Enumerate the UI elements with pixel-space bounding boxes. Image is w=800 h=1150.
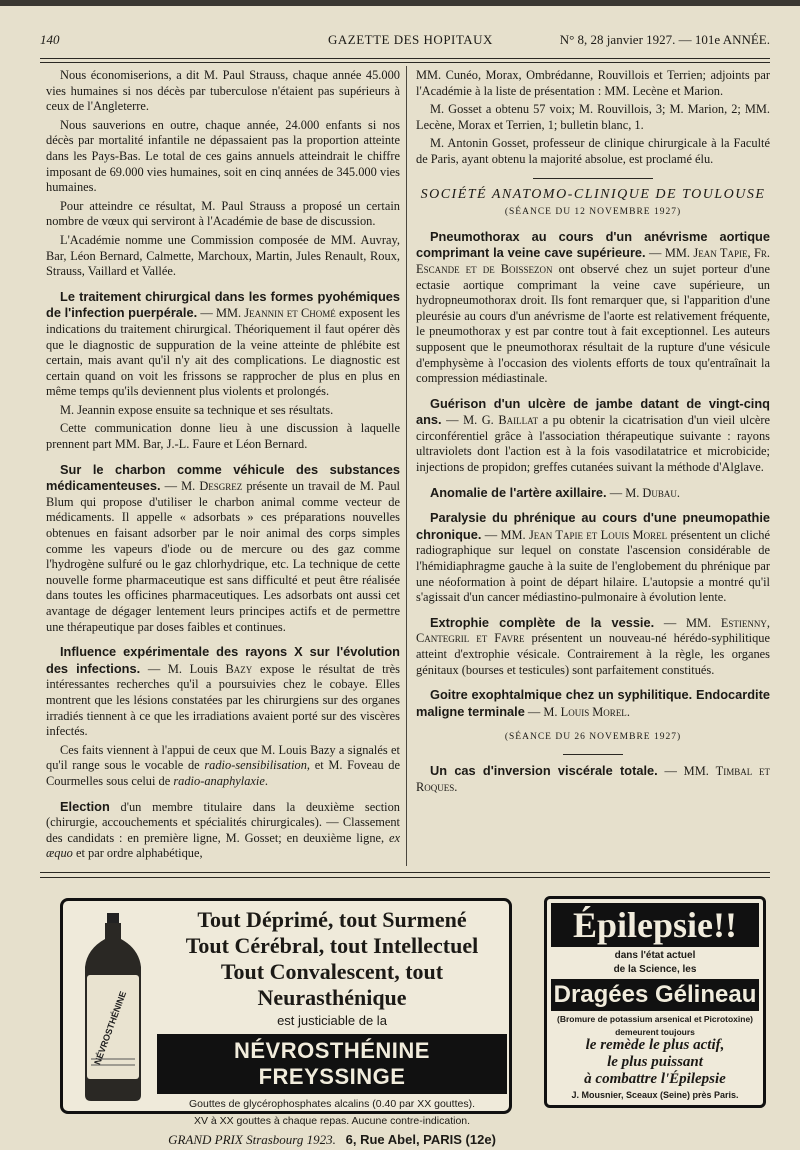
article-body: exposent les indications du traitement chirurgical. Théoriquement il faut opérer dès que le diagnostic de suppuration de la veine atteinte de phlébite est certain, mais avant qu'il n'y ait des complications. Le diagnostic est certain quand on voit les frissons se rapprocher de plus en plus en même temps qu'ils deviennent plus violents et prolongés. bbox=[46, 306, 400, 399]
ad-line: le plus puissant bbox=[607, 1054, 703, 1070]
top-edge bbox=[0, 0, 800, 6]
article-heading: Election bbox=[60, 798, 110, 814]
ad-line: demeurent toujours bbox=[615, 1027, 695, 1037]
author: Jeannin et Chomé bbox=[244, 306, 336, 321]
article-heading: Anomalie de l'artère axillaire. bbox=[430, 484, 607, 500]
article-heading: Sur le charbon comme véhicule des substances médicamenteuses. bbox=[46, 461, 400, 494]
author: Timbal et Roques bbox=[416, 763, 770, 794]
article: Guérison d'un ulcère de jambe datant de vingt-cinq ans. — M. G. Baillat a pu obtenir la cicatrisation d'un vieil ulcère circonférentiel grâce à l'association thérapeutique suivante : rayons ultraviolets dont l'action est à la fois vasodilatatrice et microbicide; injections de propidon; greffes cutanées suivant la méthode d'Alglave. bbox=[416, 395, 770, 475]
article: Un cas d'inversion viscérale totale. — MM. Timbal et Roques. bbox=[416, 762, 770, 794]
journal-title: GAZETTE DES HOPITAUX bbox=[328, 32, 493, 47]
ad-line: est justiciable de la bbox=[277, 1013, 387, 1028]
header-rule bbox=[40, 58, 770, 63]
article-heading: Paralysie du phrénique au cours d'une pneumopathie chronique. bbox=[416, 510, 770, 542]
author: Bazy bbox=[225, 661, 253, 676]
article: Sur le charbon comme véhicule des substances médicamenteuses. — M. Desgrez présente un travail de M. Paul Blum qui propose d'utiliser le charbon animal comme vecteur de médicaments. Il appelle « adsorbats » ces préparations nouvelles obtenues en faisant adsorber par le noir animal des corps simples comme les vapeurs d'iode ou de mercure ou des gaz comme l'hydrogène sulfuré ou le gaz chlorhydrique, etc. La technique de cette nouvelle forme pharmaceutique est sans difficulté et peut être réalisée dans toutes les officines pharmaceutiques. Les adsorbats ont aussi cet avantage de dégager lentement leurs principes actifs et de permettre une thérapeutique par doses faibles et continues. bbox=[46, 461, 400, 634]
author: Jean Tapie, Fr. Escande et de Boissezon bbox=[416, 246, 770, 276]
article-heading: Guérison d'un ulcère de jambe datant de vingt-cinq ans. bbox=[416, 395, 770, 428]
bottle-illustration bbox=[77, 909, 149, 1105]
author: G. Baillat bbox=[481, 413, 539, 428]
article-heading: Pneumothorax au cours d'un anévrisme aortique comprimant la veine cave supérieure. bbox=[416, 228, 770, 261]
paragraph: Pour atteindre ce résultat, M. Paul Strauss a proposé un certain nombre de vœux qui serviront à l'Académie de base de discussion. bbox=[46, 198, 400, 229]
article-body: présentent un nouveau-né hérédo-syphilitique atteint d'extrophie vésicale. Contrairement à la règle, les organes génitaux (bourses et testicules) sont parfaitement constitués. bbox=[416, 631, 770, 677]
article-heading: Un cas d'inversion viscérale totale. bbox=[430, 762, 658, 778]
author: Estienny, Cantegril et Favre bbox=[416, 615, 770, 646]
article-heading: Le traitement chirurgical dans les formes pyohémiques de l'infection puerpérale. bbox=[46, 288, 400, 321]
ad-line: à combattre l'Épilepsie bbox=[584, 1071, 726, 1087]
session-date: (SÉANCE DU 26 NOVEMBRE 1927) bbox=[504, 732, 682, 743]
article-body: présente un travail de M. Paul Blum qui propose d'utiliser le charbon animal comme vecteur de médicaments. Il appelle « adsorbats » ces préparations nouvelles obtenues en faisant adsorber par le noir animal des corps simples comme les vapeurs d'iode ou de mercure ou des gaz comme l'hydrogène sulfuré ou le gaz chlorhydrique, etc. La technique de cette nouvelle forme pharmaceutique est sans difficulté et peut être réalisée dans toutes les officines pharmaceutiques. Les adsorbats ont aussi cet avantage de dégager lentement leurs principes actifs et de permettre une thérapeutique par doses faibles et continues. bbox=[46, 479, 400, 634]
article: Election d'un membre titulaire dans la deuxième section (chirurgie, accouchements et spécialités chirurgicales). — Classement des candidats : en première ligne, M. Gosset; en deuxième ligne, ex æquo et par ordre alphabétique, bbox=[46, 798, 400, 861]
paragraph: M. Jeannin expose ensuite sa technique et ses résultats. bbox=[60, 402, 334, 417]
paragraph: L'Académie nomme une Commission composée de MM. Auvray, Bar, Léon Bernard, Calmette, Marchoux, Martin, Jules Renault, Roux, Strauss, Vaillard et Vallée. bbox=[46, 232, 400, 279]
advert-gelineau bbox=[544, 896, 766, 1108]
article: Anomalie de l'artère axillaire. — M. Dubau. bbox=[430, 484, 680, 500]
ad-brand: Dragées Gélineau bbox=[551, 979, 759, 1011]
page-header bbox=[40, 30, 770, 54]
article-heading: Influence expérimentale des rayons X sur l'évolution des infections. bbox=[46, 644, 400, 676]
ad-title: Épilepsie!! bbox=[551, 903, 759, 947]
author: Jean Tapie et Louis Morel bbox=[528, 527, 668, 542]
ad-address: J. Mousnier, Sceaux (Seine) près Paris. bbox=[571, 1090, 739, 1100]
ad-line: le remède le plus actif, bbox=[585, 1037, 725, 1053]
column-divider bbox=[406, 66, 407, 866]
article-body: présentent un cliché radiographique sur lequel on constate l'ascension considérable de l'hémidiaphragme gauche à la suite de l'englobement du phrénique par une néoformation à point de départ hilaire. L'autopsie a montré qu'il s'agissait d'un cancer médiastino-pulmonaire à évolution lente. bbox=[416, 527, 770, 605]
author: Desgrez bbox=[199, 479, 243, 494]
paragraph: M. Antonin Gosset, professeur de clinique chirurgicale à la Faculté de Paris, ayant obtenu la majorité absolue, est proclamé élu. bbox=[416, 136, 770, 166]
article: Extrophie complète de la vessie. — MM. Estienny, Cantegril et Favre présentent un nouveau-né hérédo-syphilitique atteint d'extrophie vésicale. Contrairement à la règle, les organes génitaux (bourses et testicules) sont parfaitement constitués. bbox=[416, 614, 770, 677]
section-rule bbox=[533, 178, 653, 179]
author: Dubau bbox=[642, 485, 677, 500]
svg-text:NÉVROSTHÉNINE: NÉVROSTHÉNINE bbox=[92, 989, 129, 1067]
paragraph: Cette communication donne lieu à une discussion à laquelle prennent part MM. Bar, J.-L. Faure et Léon Bernard. bbox=[46, 421, 400, 452]
article-body: a pu obtenir la cicatrisation d'un vieil ulcère circonférentiel grâce à l'association thérapeutique suivante : rayons ultraviolets dont l'action est à la fois vasodilatatrice et microbicide; injections de propidon; greffes cutanées suivant la méthode d'Alglave. bbox=[416, 413, 770, 475]
society-heading: SOCIÉTÉ ANATOMO-CLINIQUE DE TOULOUSE bbox=[420, 186, 766, 202]
ad-prize-address: GRAND PRIX Strasbourg 1923. 6, Rue Abel, PARIS (12e) bbox=[168, 1132, 496, 1147]
ad-description: XV à XX gouttes à chaque repas. Aucune contre-indication. bbox=[193, 1115, 471, 1127]
section-rule bbox=[563, 754, 623, 755]
ad-line: de la Science, les bbox=[613, 964, 697, 975]
author: Louis Morel bbox=[560, 704, 627, 719]
paragraph: Nous sauverions en outre, chaque année, 24.000 enfants si nos décès par mortalité infantile ne dépassaient pas la proportion atteinte dans les Pays-Bas. Le total de ces gains annuels atteindrait le chiffre imposant de 69.000 vies humaines, soit en cinq années de 345.000 vies humaines. bbox=[46, 117, 400, 195]
ad-description: Gouttes de glycérophosphates alcalins (0.40 par XX gouttes). bbox=[188, 1098, 475, 1110]
ad-line: dans l'état actuel bbox=[614, 950, 696, 961]
article: Paralysie du phrénique au cours d'une pneumopathie chronique. — MM. Jean Tapie et Louis Morel présentent un cliché radiographique sur lequel on constate l'ascension considérable de l'hémidiaphragme gauche à la suite de l'englobement du phrénique par une néoformation à point de départ hilaire. L'autopsie a montré qu'il s'agissait d'un cancer médiastino-pulmonaire à évolution lente. bbox=[416, 510, 770, 605]
article: Influence expérimentale des rayons X sur l'évolution des infections. — M. Louis Bazy expose le résultat de très intéressantes recherches qu'il a poursuivies chez le cobaye. Elles montrent que les lésions constatées par les chirurgiens sur des organes irradiés tiennent à ce que les irradiations avaient porté sur des viscères infectés. bbox=[46, 644, 401, 739]
article-body: ont observé chez un sujet porteur d'une ectasie aortique comprimant la veine cave supérieure, un hydropneumothorax droit. Ils font remarquer que, si l'apparition d'une pleurésie au cours d'un anévrisme de l'aorte est relativement fréquente, le pneumothorax y est par contre tout à fait exceptionnel. Les auteurs supposent que le pneumothorax résultait de la rupture d'une vésicule d'emphysème à l'occasion des violents efforts de toux qu'entraînait la compression médiastinale. bbox=[416, 261, 770, 386]
page-number: 140 bbox=[40, 32, 60, 47]
ad-line: Tout Convalescent, tout Neurasthénique bbox=[220, 959, 444, 1010]
article: Pneumothorax au cours d'un anévrisme aortique comprimant la veine cave supérieure. — MM. Jean Tapie, Fr. Escande et de Boissezon ont observé chez un sujet porteur d'une ectasie aortique comprimant la veine cave supérieure, un hydropneumothorax droit. Ils font remarquer que, si l'apparition d'une pleurésie au cours d'un anévrisme de l'aorte est relativement fréquente, le pneumothorax y est par contre tout à fait exceptionnel. Les auteurs supposent que le pneumothorax résultait de la rupture d'une vésicule d'emphysème à l'occasion des violents efforts de toux qu'entraînait la compression médiastinale. bbox=[416, 228, 770, 386]
ad-line: (Bromure de potassium arsenical et Picrotoxine) bbox=[556, 1014, 754, 1024]
paragraph: M. Gosset a obtenu 57 voix; M. Rouvillois, 3; M. Marion, 2; MM. Lecène, Morax et Terrien, 1; bulletin blanc, 1. bbox=[416, 102, 770, 132]
ad-line: Tout Déprimé, tout Surmené bbox=[197, 907, 467, 932]
article-body: d'un membre titulaire dans la deuxième section (chirurgie, accouchements et spécialités chirurgicales). — Classement des candidats : en première ligne, M. Gosset; en deuxième ligne, bbox=[46, 799, 400, 845]
article: Le traitement chirurgical dans les formes pyohémiques de l'infection puerpérale. — MM. Jeannin et Chomé exposent les indications du traitement chirurgical. Théoriquement il faut opérer dès que le diagnostic de suppuration de la veine atteinte de phlébite est certain, mais avant qu'il n'y ait des complications. Le diagnostic est certain quand on voit les frissons se rapprocher de plus en plus en même temps qu'ils deviennent plus violents et prolongés. bbox=[46, 288, 400, 399]
issue-info: N° 8, 28 janvier 1927. — 101e ANNÉE. bbox=[559, 32, 770, 47]
article: Goitre exophtalmique chez un syphilitique. Endocardite maligne terminale — M. Louis Morel. bbox=[416, 687, 770, 719]
article-heading: Goitre exophtalmique chez un syphilitique. Endocardite maligne terminale bbox=[416, 687, 770, 719]
advert-rule bbox=[40, 872, 770, 878]
article-heading: Extrophie complète de la vessie. bbox=[430, 614, 655, 630]
session-date: (SÉANCE DU 12 NOVEMBRE 1927) bbox=[504, 207, 682, 218]
right-column bbox=[416, 68, 770, 798]
ad-line: Tout Cérébral, tout Intellectuel bbox=[185, 933, 479, 958]
paragraph: Nous économiserions, a dit M. Paul Strauss, chaque année 45.000 vies humaines si nos décès par tuberculose n'étaient pas supérieurs à ceux de l'Angleterre. bbox=[46, 68, 400, 114]
paragraph: Ces faits viennent à l'appui de ceux que M. Louis Bazy a signalés et qu'il range sous le vocable de radio-sensibilisation, et M. Foveau de Courmelles sous celui de radio-anaphylaxie. bbox=[46, 742, 400, 788]
left-column bbox=[46, 68, 400, 865]
advert-nevrosthenine bbox=[60, 898, 512, 1147]
ad-brand: NÉVROSTHÉNINE FREYSSINGE bbox=[157, 1034, 507, 1094]
article-body: expose le résultat de très intéressantes recherches qu'il a poursuivies chez le cobaye. Elles montrent que les lésions constatées par les chirurgiens sur des organes irradiés tiennent à ce que les irradiations avaient porté sur des viscères infectés. bbox=[46, 661, 401, 739]
paragraph: MM. Cunéo, Morax, Ombrédanne, Rouvillois et Terrien; adjoints par l'Académie à la liste de présentation : MM. Lecène et Marion. bbox=[416, 68, 770, 98]
